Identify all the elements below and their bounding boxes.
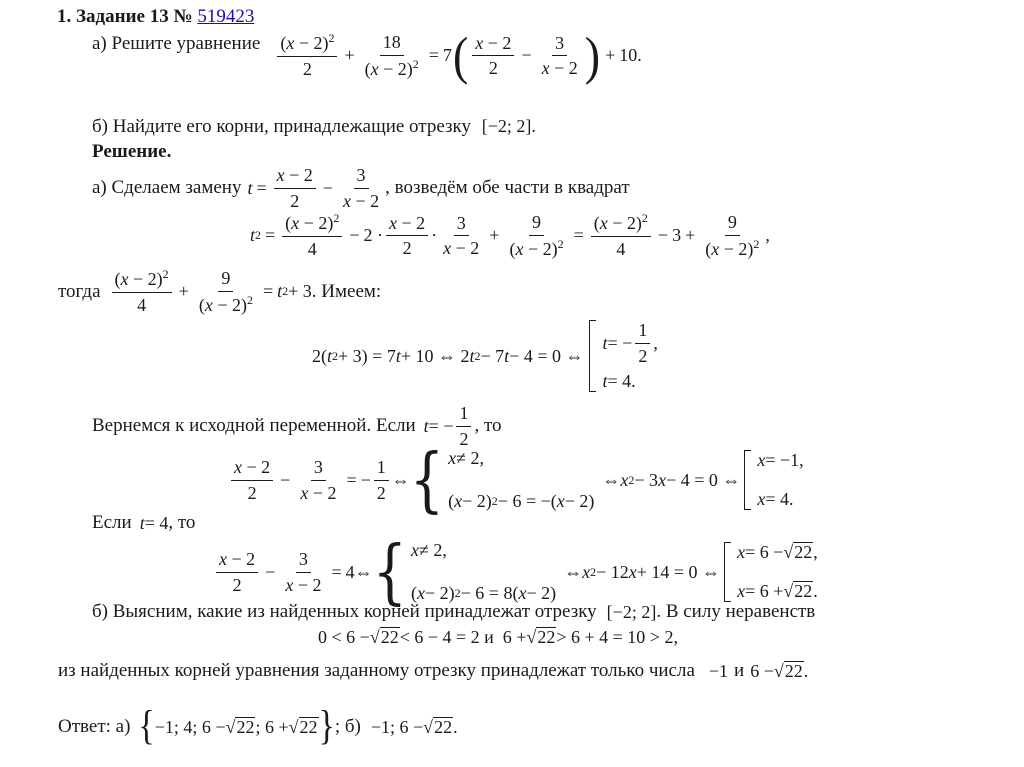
- task-id-link[interactable]: 519423: [197, 6, 255, 27]
- solution-heading-text: Решение.: [92, 141, 172, 162]
- if-t4-row: Если t = 4 , то: [92, 512, 196, 533]
- part-a-label: а) Решите уравнение: [92, 33, 261, 54]
- conclusion-row: из найденных корней уравнения заданному отрезку принадлежат только числа −1 и 6 − √ 22 .: [58, 660, 809, 681]
- part-b2-text: б) Выясним, какие из найденных корней принадлежат отрезку: [92, 601, 597, 622]
- substitution-row: [92, 165, 630, 211]
- conclusion-and: и: [734, 660, 745, 681]
- answer-row: [58, 704, 458, 749]
- part-b2-row: [92, 601, 815, 623]
- segment-2: [−2; 2]: [606, 601, 657, 622]
- conclusion-text: из найденных корней уравнения заданному отрезку принадлежат только числа: [58, 660, 695, 681]
- answer-b-label: ; б): [334, 716, 361, 737]
- subst-text-1: а) Сделаем замену: [92, 177, 242, 199]
- answer-label: Ответ: а): [58, 716, 131, 737]
- task-title: [57, 6, 254, 28]
- subst-text-2: , возведём обе части в квадрат: [385, 177, 630, 199]
- part-b-row: [92, 116, 536, 138]
- to-label: , то: [474, 415, 502, 437]
- case-1-equation: $\frac{x - 2}{2}$ − $\frac{3}{x - 2}$ = − $\frac{1}{2}$ ⇔ { x ≠ 2, ( x − 2) 2 − 6 = −( x − 2) ⇔ x 2 − 3 x − 4 = 0 ⇔ x = −1, x = 4.: [228, 448, 804, 512]
- segment-value: [−2; 2].: [481, 116, 536, 136]
- have-label: . Имеем:: [311, 280, 382, 302]
- part-b2-text-2: . В силу неравенств: [656, 601, 816, 622]
- inequalities: 0 < 6 − √ 22 < 6 − 4 = 2 и 6 + √ 22 > 6 + 4 = 10 > 2,: [318, 627, 678, 647]
- then-label: тогда: [58, 280, 101, 302]
- case-2-equation: $\frac{x - 2}{2}$ − $\frac{3}{x - 2}$ = 4⇔ { x ≠ 2, ( x − 2) 2 − 6 = 8( x − 2) ⇔ x 2 − 12 x + 14 = 0 ⇔ x = 6 − √ 22 , x = 6 + √ 22 .: [213, 540, 818, 604]
- subst-formula: t = $\frac{x - 2}{2}$ − $\frac{3}{x - 2}$: [247, 165, 380, 211]
- part-b-label: б) Найдите его корни, принадлежащие отрезку: [92, 116, 471, 137]
- main-equation: $\frac{(x - 2)^2}{2}$ + $\frac{18}{(x - 2)^2}$ = 7 ( $\frac{x - 2}{2}$ − $\frac{3}{x - 2}$ ) + 10.: [274, 32, 641, 79]
- quadratic-t: 2( t 2 + 3) = 7 t + 10 ⇔ 2 t 2 − 7 t − 4 = 0 ⇔ t = − $\frac{1}{2}$ , t = 4.: [312, 320, 658, 391]
- to-label-2: , то: [168, 512, 196, 533]
- if-label: Если: [92, 512, 132, 533]
- t-squared-expansion: t 2 = $\frac{(x - 2)^2}{4}$ − 2 · $\frac{x - 2}{2}$ · $\frac{3}{x - 2}$ + $\frac{9}{(x - 2)^2}$ = $\frac{(x - 2)^2}{4}$ − 3 + $\frac{9}{(x - 2)^2}$ ,: [250, 211, 770, 259]
- then-row: тогда $\frac{(x - 2)^2}{4}$ + $\frac{9}{(x - 2)^2}$ = t 2 + 3 . Имеем:: [58, 267, 382, 315]
- answer-a-set: { −1; 4; 6 − √ 22 ; 6 + √ 22 }: [138, 704, 335, 749]
- return-row: Вернемся к исходной переменной. Если t = − $\frac{1}{2}$ , то: [92, 403, 502, 449]
- equation-row-a: [92, 25, 642, 85]
- return-text: Вернемся к исходной переменной. Если: [92, 415, 416, 437]
- solution-heading: [92, 141, 171, 163]
- conclusion-root-1: −1: [708, 660, 729, 681]
- task-title-text: 1. Задание 13 №: [57, 6, 193, 27]
- answer-b-values: −1; 6 − √ 22 .: [370, 716, 458, 737]
